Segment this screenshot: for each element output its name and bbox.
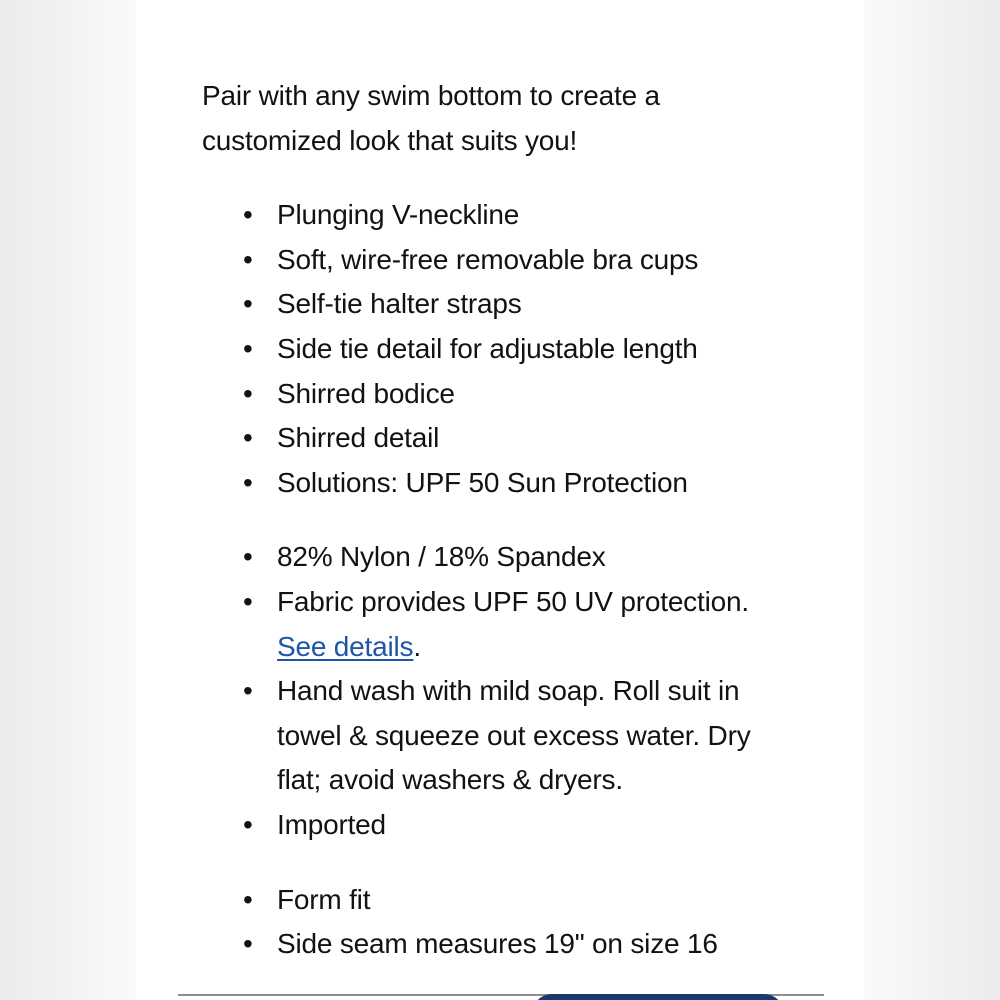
list-item-text: Side tie detail for adjustable length <box>277 332 698 364</box>
list-item-text: Side seam measures 19" on size 16 <box>277 928 718 960</box>
product-description <box>202 74 802 997</box>
list-item <box>243 372 802 417</box>
intro-text: Pair with any swim bottom to create a customized look that suits you! <box>202 80 660 156</box>
bullet-icon: • <box>243 332 253 364</box>
list-item <box>243 238 802 283</box>
list-item <box>243 922 802 967</box>
see-details-link[interactable]: See details <box>277 630 414 662</box>
features-list <box>202 193 802 505</box>
bottom-action-button[interactable] <box>532 994 784 1000</box>
bullet-icon: • <box>243 466 253 498</box>
care-text: Hand wash with mild soap. Roll suit in towel & squeeze out excess water. Dry flat; avoid washers & dryers. <box>277 675 751 796</box>
list-item <box>243 461 802 506</box>
list-item <box>243 580 802 669</box>
list-item <box>243 327 802 372</box>
list-item-text: Shirred bodice <box>277 377 455 409</box>
list-item-text: Soft, wire-free removable bra cups <box>277 243 699 275</box>
bullet-icon: • <box>243 541 253 573</box>
list-item <box>243 416 802 461</box>
composition-text: 82% Nylon / 18% Spandex <box>277 541 606 573</box>
bullet-icon: • <box>243 675 253 707</box>
list-item <box>243 535 802 580</box>
list-item-text: Plunging V-neckline <box>277 199 520 231</box>
bullet-icon: • <box>243 585 253 617</box>
bullet-icon: • <box>243 422 253 454</box>
list-item-text: Solutions: UPF 50 Sun Protection <box>277 466 688 498</box>
list-item <box>243 669 802 803</box>
list-item <box>243 282 802 327</box>
bullet-icon: • <box>243 199 253 231</box>
fit-list <box>202 878 802 967</box>
list-item-text: Self-tie halter straps <box>277 288 522 320</box>
bullet-icon: • <box>243 928 253 960</box>
bullet-icon: • <box>243 883 253 915</box>
list-item <box>243 803 802 848</box>
details-suffix: . <box>413 630 421 662</box>
list-item <box>243 878 802 923</box>
upf-text: Fabric provides UPF 50 UV protection. <box>277 585 749 617</box>
product-description-panel <box>136 0 864 1000</box>
fabric-care-list <box>202 535 802 847</box>
origin-text: Imported <box>277 808 386 840</box>
bullet-icon: • <box>243 808 253 840</box>
list-item-text: Shirred detail <box>277 422 440 454</box>
bullet-icon: • <box>243 243 253 275</box>
bullet-icon: • <box>243 377 253 409</box>
list-item-text: Form fit <box>277 883 371 915</box>
bullet-icon: • <box>243 288 253 320</box>
list-item <box>243 193 802 238</box>
